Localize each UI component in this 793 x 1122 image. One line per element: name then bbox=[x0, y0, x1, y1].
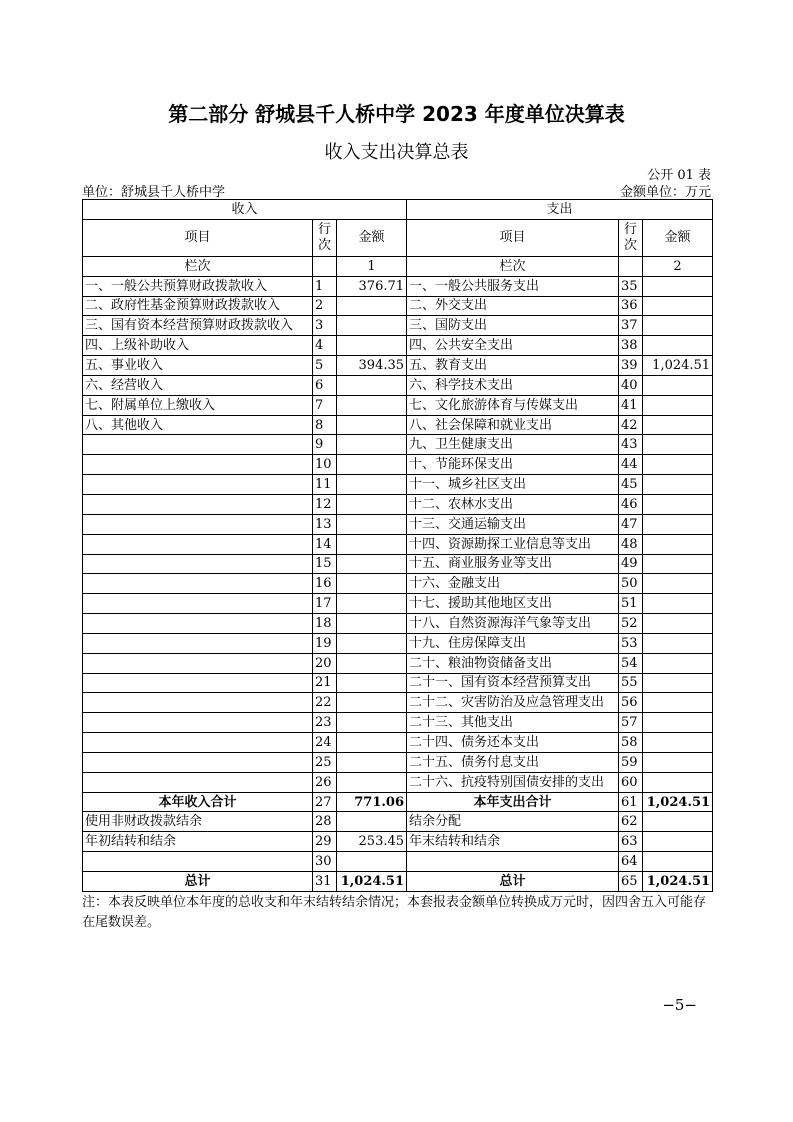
expense-amount bbox=[643, 415, 713, 435]
income-item bbox=[83, 633, 313, 653]
expense-row-no: 46 bbox=[619, 494, 643, 514]
income-amount bbox=[337, 475, 407, 495]
table-row bbox=[83, 614, 713, 634]
table-row bbox=[83, 574, 713, 594]
income-amount bbox=[337, 614, 407, 634]
income-amount: 376.71 bbox=[337, 276, 407, 296]
expense-amount bbox=[643, 832, 713, 852]
table-row bbox=[83, 435, 713, 455]
income-row-no: 29 bbox=[313, 832, 337, 852]
expense-row-no-header: 行次 bbox=[619, 219, 643, 256]
expense-amount bbox=[643, 653, 713, 673]
expense-item: 年末结转和结余 bbox=[407, 832, 619, 852]
income-item bbox=[83, 534, 313, 554]
expense-row-no: 40 bbox=[619, 375, 643, 395]
income-item bbox=[83, 772, 313, 792]
expense-row-no: 60 bbox=[619, 772, 643, 792]
expense-amount: 1,024.51 bbox=[643, 792, 713, 812]
expense-row-no: 43 bbox=[619, 435, 643, 455]
expense-amount bbox=[643, 375, 713, 395]
expense-amount bbox=[643, 693, 713, 713]
income-item: 二、政府性基金预算财政拨款收入 bbox=[83, 296, 313, 316]
expense-item: 十一、城乡社区支出 bbox=[407, 475, 619, 495]
expense-amount bbox=[643, 574, 713, 594]
expense-amount bbox=[643, 296, 713, 316]
table-row bbox=[83, 276, 713, 296]
expense-item: 十五、商业服务业等支出 bbox=[407, 554, 619, 574]
table-row bbox=[83, 832, 713, 852]
expense-item: 十四、资源勘探工业信息等支出 bbox=[407, 534, 619, 554]
income-amount bbox=[337, 733, 407, 753]
expense-row-no: 63 bbox=[619, 832, 643, 852]
empty-cell bbox=[619, 256, 643, 276]
income-item: 本年收入合计 bbox=[83, 792, 313, 812]
table-row bbox=[83, 395, 713, 415]
expense-section-header: 支出 bbox=[407, 200, 713, 220]
expense-item: 二十二、灾害防治及应急管理支出 bbox=[407, 693, 619, 713]
table-row bbox=[83, 653, 713, 673]
expense-amount bbox=[643, 554, 713, 574]
income-section-header: 收入 bbox=[83, 200, 407, 220]
expense-column-label: 栏次 bbox=[407, 256, 619, 276]
amount-unit-label: 金额单位：万元 bbox=[619, 185, 711, 200]
income-row-no: 19 bbox=[313, 633, 337, 653]
income-row-no: 3 bbox=[313, 316, 337, 336]
expense-item: 三、国防支出 bbox=[407, 316, 619, 336]
income-row-no: 25 bbox=[313, 752, 337, 772]
table-row bbox=[83, 693, 713, 713]
expense-amount bbox=[643, 534, 713, 554]
income-row-no: 17 bbox=[313, 594, 337, 614]
income-item bbox=[83, 435, 313, 455]
expense-amount bbox=[643, 514, 713, 534]
expense-row-no: 38 bbox=[619, 336, 643, 356]
income-row-no-header: 行次 bbox=[313, 219, 337, 256]
expense-item: 十七、援助其他地区支出 bbox=[407, 594, 619, 614]
expense-item: 七、文化旅游体育与传媒支出 bbox=[407, 395, 619, 415]
expense-row-no: 50 bbox=[619, 574, 643, 594]
expense-item: 十九、住房保障支出 bbox=[407, 633, 619, 653]
income-amount bbox=[337, 395, 407, 415]
expense-item: 总计 bbox=[407, 872, 619, 892]
expense-row-no: 48 bbox=[619, 534, 643, 554]
income-item: 年初结转和结余 bbox=[83, 832, 313, 852]
expense-item: 二十五、债务付息支出 bbox=[407, 752, 619, 772]
expense-amount bbox=[643, 673, 713, 693]
income-row-no: 21 bbox=[313, 673, 337, 693]
expense-row-no: 58 bbox=[619, 733, 643, 753]
table-row bbox=[83, 594, 713, 614]
income-item bbox=[83, 673, 313, 693]
expense-amount bbox=[643, 614, 713, 634]
income-item: 三、国有资本经营预算财政拨款收入 bbox=[83, 316, 313, 336]
income-row-no: 11 bbox=[313, 475, 337, 495]
expense-item: 一、一般公共服务支出 bbox=[407, 276, 619, 296]
income-amount bbox=[337, 713, 407, 733]
income-item: 使用非财政拨款结余 bbox=[83, 812, 313, 832]
expense-row-no: 53 bbox=[619, 633, 643, 653]
income-amount bbox=[337, 693, 407, 713]
income-row-no: 16 bbox=[313, 574, 337, 594]
income-item bbox=[83, 693, 313, 713]
income-row-no: 22 bbox=[313, 693, 337, 713]
table-row bbox=[83, 673, 713, 693]
table-row bbox=[83, 713, 713, 733]
section-header-row bbox=[83, 200, 713, 220]
income-item: 七、附属单位上缴收入 bbox=[83, 395, 313, 415]
income-item bbox=[83, 475, 313, 495]
income-amount bbox=[337, 316, 407, 336]
expense-item: 十八、自然资源海洋气象等支出 bbox=[407, 614, 619, 634]
income-row-no: 27 bbox=[313, 792, 337, 812]
table-row bbox=[83, 812, 713, 832]
income-row-no: 24 bbox=[313, 733, 337, 753]
expense-item: 二十、粮油物资储备支出 bbox=[407, 653, 619, 673]
table-row bbox=[83, 316, 713, 336]
expense-amount bbox=[643, 633, 713, 653]
expense-amount bbox=[643, 772, 713, 792]
expense-row-no: 56 bbox=[619, 693, 643, 713]
income-amount bbox=[337, 494, 407, 514]
expense-item: 结余分配 bbox=[407, 812, 619, 832]
income-column-label: 栏次 bbox=[83, 256, 313, 276]
table-row bbox=[83, 554, 713, 574]
expense-item: 十二、农林水支出 bbox=[407, 494, 619, 514]
income-item: 一、一般公共预算财政拨款收入 bbox=[83, 276, 313, 296]
expense-amount bbox=[643, 733, 713, 753]
income-row-no: 14 bbox=[313, 534, 337, 554]
expense-row-no: 61 bbox=[619, 792, 643, 812]
table-title: 收入支出决算总表 bbox=[324, 142, 469, 163]
expense-item: 二十六、抗疫特别国债安排的支出 bbox=[407, 772, 619, 792]
empty-cell bbox=[313, 256, 337, 276]
expense-amount bbox=[643, 752, 713, 772]
income-amount: 253.45 bbox=[337, 832, 407, 852]
table-row bbox=[83, 475, 713, 495]
expense-row-no: 65 bbox=[619, 872, 643, 892]
expense-column-index: 2 bbox=[643, 256, 713, 276]
column-header-row bbox=[83, 219, 713, 256]
income-item bbox=[83, 752, 313, 772]
expense-amount bbox=[643, 395, 713, 415]
income-item bbox=[83, 852, 313, 872]
income-amount bbox=[337, 514, 407, 534]
table-row bbox=[83, 296, 713, 316]
income-row-no: 12 bbox=[313, 494, 337, 514]
expense-item: 六、科学技术支出 bbox=[407, 375, 619, 395]
expense-item-header: 项目 bbox=[407, 219, 619, 256]
income-item bbox=[83, 554, 313, 574]
income-row-no: 7 bbox=[313, 395, 337, 415]
income-item-header: 项目 bbox=[83, 219, 313, 256]
expense-amount: 1,024.51 bbox=[643, 356, 713, 376]
expense-row-no: 52 bbox=[619, 614, 643, 634]
expense-amount bbox=[643, 594, 713, 614]
expense-item: 二、外交支出 bbox=[407, 296, 619, 316]
income-row-no: 1 bbox=[313, 276, 337, 296]
expense-amount bbox=[643, 852, 713, 872]
year-total-row bbox=[83, 792, 713, 812]
expense-item: 五、教育支出 bbox=[407, 356, 619, 376]
expense-row-no: 35 bbox=[619, 276, 643, 296]
income-amount bbox=[337, 852, 407, 872]
income-item: 五、事业收入 bbox=[83, 356, 313, 376]
income-item: 四、上级补助收入 bbox=[83, 336, 313, 356]
income-column-index: 1 bbox=[337, 256, 407, 276]
income-item bbox=[83, 713, 313, 733]
income-row-no: 4 bbox=[313, 336, 337, 356]
income-amount bbox=[337, 812, 407, 832]
expense-row-no: 55 bbox=[619, 673, 643, 693]
table-row bbox=[83, 415, 713, 435]
grand-total-row bbox=[83, 872, 713, 892]
table-row bbox=[83, 852, 713, 872]
expense-amount bbox=[643, 316, 713, 336]
income-amount: 1,024.51 bbox=[337, 872, 407, 892]
income-item bbox=[83, 653, 313, 673]
table-row bbox=[83, 494, 713, 514]
income-amount bbox=[337, 455, 407, 475]
income-amount bbox=[337, 554, 407, 574]
expense-item: 十三、交通运输支出 bbox=[407, 514, 619, 534]
income-item: 八、其他收入 bbox=[83, 415, 313, 435]
income-item bbox=[83, 494, 313, 514]
income-row-no: 23 bbox=[313, 713, 337, 733]
income-row-no: 8 bbox=[313, 415, 337, 435]
income-item bbox=[83, 514, 313, 534]
table-row bbox=[83, 375, 713, 395]
expense-row-no: 47 bbox=[619, 514, 643, 534]
expense-item: 十六、金融支出 bbox=[407, 574, 619, 594]
income-expense-table bbox=[82, 199, 713, 892]
table-row bbox=[83, 752, 713, 772]
expense-item: 二十一、国有资本经营预算支出 bbox=[407, 673, 619, 693]
expense-amount bbox=[643, 435, 713, 455]
expense-item: 九、卫生健康支出 bbox=[407, 435, 619, 455]
table-row bbox=[83, 633, 713, 653]
table-row bbox=[83, 455, 713, 475]
expense-row-no: 54 bbox=[619, 653, 643, 673]
income-amount bbox=[337, 574, 407, 594]
expense-amount: 1,024.51 bbox=[643, 872, 713, 892]
expense-row-no: 44 bbox=[619, 455, 643, 475]
income-amount-header: 金额 bbox=[337, 219, 407, 256]
income-amount bbox=[337, 415, 407, 435]
income-row-no: 15 bbox=[313, 554, 337, 574]
income-row-no: 5 bbox=[313, 356, 337, 376]
income-item: 六、经营收入 bbox=[83, 375, 313, 395]
income-row-no: 2 bbox=[313, 296, 337, 316]
income-amount bbox=[337, 673, 407, 693]
income-item bbox=[83, 733, 313, 753]
income-amount bbox=[337, 752, 407, 772]
expense-item: 本年支出合计 bbox=[407, 792, 619, 812]
expense-row-no: 37 bbox=[619, 316, 643, 336]
expense-row-no: 62 bbox=[619, 812, 643, 832]
expense-item: 二十四、债务还本支出 bbox=[407, 733, 619, 753]
expense-item: 八、社会保障和就业支出 bbox=[407, 415, 619, 435]
column-index-row bbox=[83, 256, 713, 276]
income-item bbox=[83, 614, 313, 634]
expense-row-no: 41 bbox=[619, 395, 643, 415]
expense-row-no: 51 bbox=[619, 594, 643, 614]
expense-amount-header: 金额 bbox=[643, 219, 713, 256]
income-amount bbox=[337, 594, 407, 614]
income-amount bbox=[337, 653, 407, 673]
expense-item: 四、公共安全支出 bbox=[407, 336, 619, 356]
income-row-no: 28 bbox=[313, 812, 337, 832]
income-amount bbox=[337, 534, 407, 554]
income-amount bbox=[337, 296, 407, 316]
expense-item: 二十三、其他支出 bbox=[407, 713, 619, 733]
expense-amount bbox=[643, 494, 713, 514]
income-row-no: 6 bbox=[313, 375, 337, 395]
expense-item: 十、节能环保支出 bbox=[407, 455, 619, 475]
table-row bbox=[83, 534, 713, 554]
income-item bbox=[83, 455, 313, 475]
income-item bbox=[83, 574, 313, 594]
expense-amount bbox=[643, 713, 713, 733]
expense-amount bbox=[643, 336, 713, 356]
table-row bbox=[83, 733, 713, 753]
page-title: 第二部分 舒城县千人桥中学 2023 年度单位决算表 bbox=[168, 102, 625, 126]
income-amount bbox=[337, 633, 407, 653]
expense-amount bbox=[643, 276, 713, 296]
income-amount bbox=[337, 772, 407, 792]
table-row bbox=[83, 514, 713, 534]
form-number: 公开 01 表 bbox=[647, 168, 711, 183]
income-row-no: 26 bbox=[313, 772, 337, 792]
expense-row-no: 59 bbox=[619, 752, 643, 772]
expense-amount bbox=[643, 475, 713, 495]
expense-row-no: 49 bbox=[619, 554, 643, 574]
expense-item bbox=[407, 852, 619, 872]
expense-amount bbox=[643, 812, 713, 832]
table-row bbox=[83, 356, 713, 376]
expense-row-no: 57 bbox=[619, 713, 643, 733]
unit-label: 单位：舒城县千人桥中学 bbox=[82, 185, 226, 200]
income-row-no: 31 bbox=[313, 872, 337, 892]
expense-row-no: 39 bbox=[619, 356, 643, 376]
expense-amount bbox=[643, 455, 713, 475]
income-amount: 771.06 bbox=[337, 792, 407, 812]
income-row-no: 20 bbox=[313, 653, 337, 673]
income-row-no: 18 bbox=[313, 614, 337, 634]
table-note: 注：本表反映单位本年度的总收支和年末结转结余情况；本套报表金额单位转换成万元时，因四舍五入可能存在尾数误差。 bbox=[82, 895, 707, 930]
income-item: 总计 bbox=[83, 872, 313, 892]
income-row-no: 10 bbox=[313, 455, 337, 475]
income-row-no: 30 bbox=[313, 852, 337, 872]
page-number: −5− bbox=[662, 996, 697, 1014]
table-row bbox=[83, 772, 713, 792]
income-row-no: 9 bbox=[313, 435, 337, 455]
income-amount: 394.35 bbox=[337, 356, 407, 376]
expense-row-no: 45 bbox=[619, 475, 643, 495]
expense-row-no: 36 bbox=[619, 296, 643, 316]
income-amount bbox=[337, 375, 407, 395]
income-item bbox=[83, 594, 313, 614]
income-amount bbox=[337, 435, 407, 455]
expense-row-no: 64 bbox=[619, 852, 643, 872]
expense-row-no: 42 bbox=[619, 415, 643, 435]
income-row-no: 13 bbox=[313, 514, 337, 534]
income-amount bbox=[337, 336, 407, 356]
table-row bbox=[83, 336, 713, 356]
